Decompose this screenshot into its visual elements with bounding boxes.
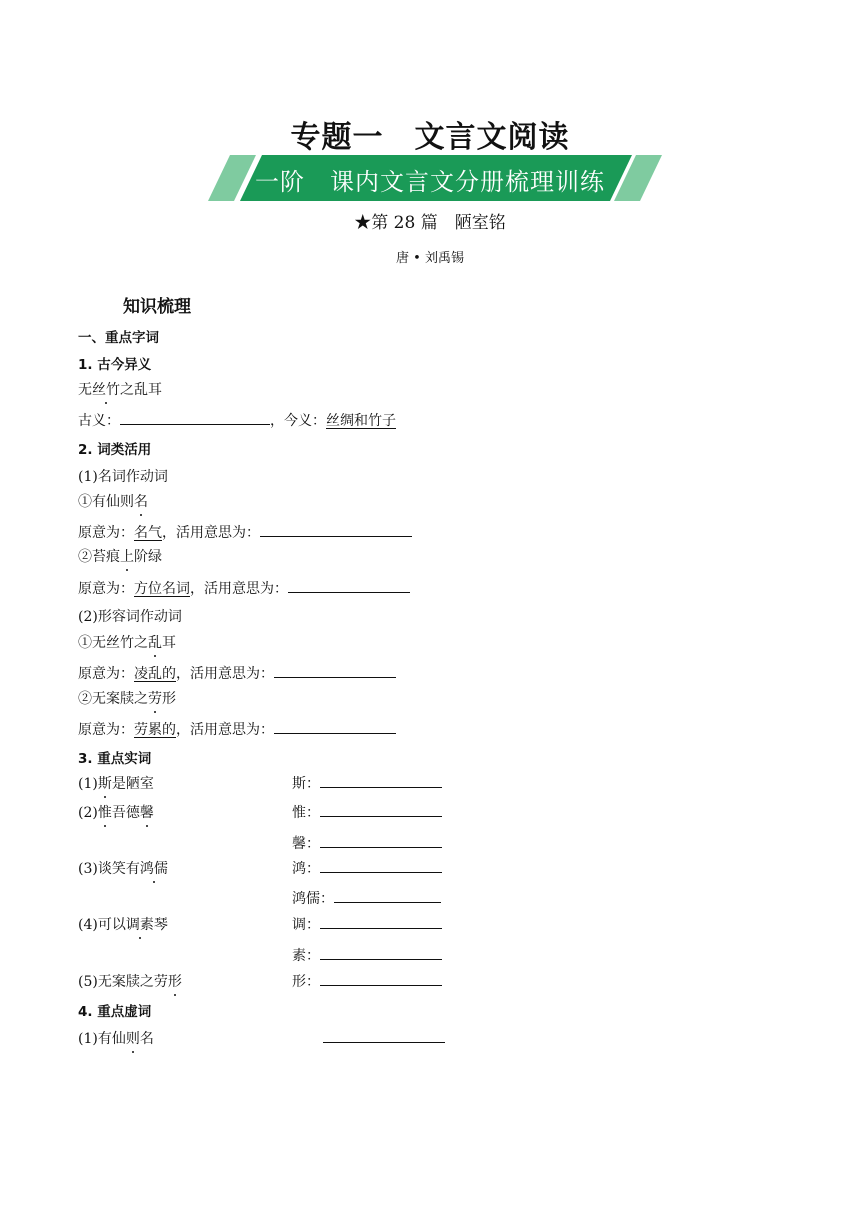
answer-line <box>292 945 442 965</box>
author-line: 唐 • 刘禹锡 <box>396 251 464 266</box>
answer-line <box>292 971 442 991</box>
label: 素： <box>292 948 320 964</box>
given-answer: 劳累的 <box>134 722 176 738</box>
text: 阶绿 <box>134 549 162 565</box>
banner-title: 一阶 课内文言文分册梳理训练 <box>255 168 605 196</box>
answer-blank[interactable] <box>288 578 410 593</box>
answer-blank[interactable] <box>320 945 442 960</box>
example-sentence <box>78 858 168 878</box>
given-answer: 方位名词 <box>134 581 190 597</box>
answer-line <box>292 833 442 853</box>
text: ①无丝竹之 <box>78 635 148 651</box>
answer-blank[interactable] <box>320 971 442 986</box>
emphasis-word: 惟 <box>98 802 112 822</box>
text: 无 <box>78 382 92 398</box>
text: 名 <box>139 1031 154 1047</box>
text: (1)有仙 <box>78 1031 126 1047</box>
label: 鸿： <box>292 861 320 877</box>
answer-blank[interactable] <box>320 914 442 929</box>
subheading-huoyong: 2. 词类活用 <box>78 442 152 458</box>
label: ，今义： <box>270 413 326 429</box>
sub-heading: (2)形容词作动词 <box>78 609 182 625</box>
example-sentence <box>78 379 162 399</box>
emphasis-word: 鸿儒 <box>140 858 168 878</box>
emphasis-word: 乱 <box>148 632 162 652</box>
answer-blank[interactable] <box>320 833 442 848</box>
sub-heading: (1)名词作动词 <box>78 469 168 485</box>
text: 是陋室 <box>111 776 154 792</box>
emphasis-word: 则 <box>126 1028 140 1048</box>
answer-blank[interactable] <box>334 888 441 903</box>
text: (1) <box>78 776 98 792</box>
emphasis-word: 丝竹 <box>92 379 120 399</box>
example-sentence <box>78 802 154 822</box>
label: ，活用意思为： <box>162 525 260 541</box>
text: 形 <box>162 691 176 707</box>
answer-blank[interactable] <box>260 522 412 537</box>
lesson-title: ★第 28 篇 陋室铭 <box>354 213 506 233</box>
example-sentence <box>78 546 162 566</box>
text: 之乱耳 <box>120 382 162 398</box>
text: ①有仙则 <box>78 494 134 510</box>
answer-line <box>323 1028 445 1047</box>
subheading-xuci: 4. 重点虚词 <box>78 1004 152 1020</box>
answer-line <box>78 522 412 542</box>
given-answer: 丝绸和竹子 <box>326 413 396 429</box>
answer-blank[interactable] <box>274 663 396 678</box>
text: (2) <box>78 805 98 821</box>
subheading-gujin: 1. 古今异义 <box>78 357 152 373</box>
answer-line <box>292 914 442 934</box>
label: ，活用意思为： <box>176 666 274 682</box>
page-title: 专题一 文言文阅读 <box>290 120 570 155</box>
example-sentence <box>78 914 168 934</box>
example-sentence <box>78 773 154 793</box>
answer-line <box>78 719 396 739</box>
label: 原意为： <box>78 581 134 597</box>
section-title: 知识梳理 <box>123 297 191 317</box>
answer-blank[interactable] <box>274 719 396 734</box>
label: ，活用意思为： <box>190 581 288 597</box>
label: 原意为： <box>78 666 134 682</box>
answer-blank[interactable] <box>120 410 270 425</box>
answer-blank[interactable] <box>323 1028 445 1043</box>
answer-line <box>292 858 442 878</box>
text: 吾德 <box>111 805 140 821</box>
label: 鸿儒： <box>292 891 334 907</box>
answer-line <box>292 802 442 822</box>
text: 琴 <box>153 917 168 933</box>
emphasis-word: 上 <box>120 546 134 566</box>
example-sentence <box>78 688 176 708</box>
answer-line <box>78 663 396 683</box>
example-sentence <box>78 1028 154 1048</box>
subheading-shici: 3. 重点实词 <box>78 751 152 767</box>
answer-blank[interactable] <box>320 802 442 817</box>
answer-line <box>292 888 441 908</box>
label: 原意为： <box>78 525 134 541</box>
label: 斯： <box>292 776 320 792</box>
given-answer: 名气 <box>134 525 162 541</box>
example-sentence <box>78 971 182 991</box>
answer-blank[interactable] <box>320 773 442 788</box>
answer-line <box>78 578 410 598</box>
text: 耳 <box>162 635 176 651</box>
example-sentence <box>78 632 176 652</box>
text: (3)谈笑有 <box>78 861 140 877</box>
emphasis-word: 馨 <box>140 802 154 822</box>
label: 原意为： <box>78 722 134 738</box>
given-answer: 凌乱的 <box>134 666 176 682</box>
emphasis-word: 斯 <box>98 773 112 793</box>
label: 调： <box>292 917 320 933</box>
answer-line <box>292 773 442 793</box>
text: ②无案牍之 <box>78 691 148 707</box>
emphasis-word: 形 <box>168 971 182 991</box>
label: 惟： <box>292 805 320 821</box>
label: ，活用意思为： <box>176 722 274 738</box>
answer-blank[interactable] <box>320 858 442 873</box>
gujin-answer-line <box>78 410 396 430</box>
label: 形： <box>292 974 320 990</box>
emphasis-word: 调素 <box>126 914 154 934</box>
text: ②苔痕 <box>78 549 120 565</box>
emphasis-word: 劳 <box>148 688 162 708</box>
label: 古义： <box>78 413 120 429</box>
example-sentence <box>78 491 148 511</box>
part-heading: 一、重点字词 <box>78 330 159 346</box>
text: (5)无案牍之劳 <box>78 974 168 990</box>
label: 馨： <box>292 836 320 852</box>
emphasis-word: 名 <box>134 491 148 511</box>
text: (4)可以 <box>78 917 126 933</box>
